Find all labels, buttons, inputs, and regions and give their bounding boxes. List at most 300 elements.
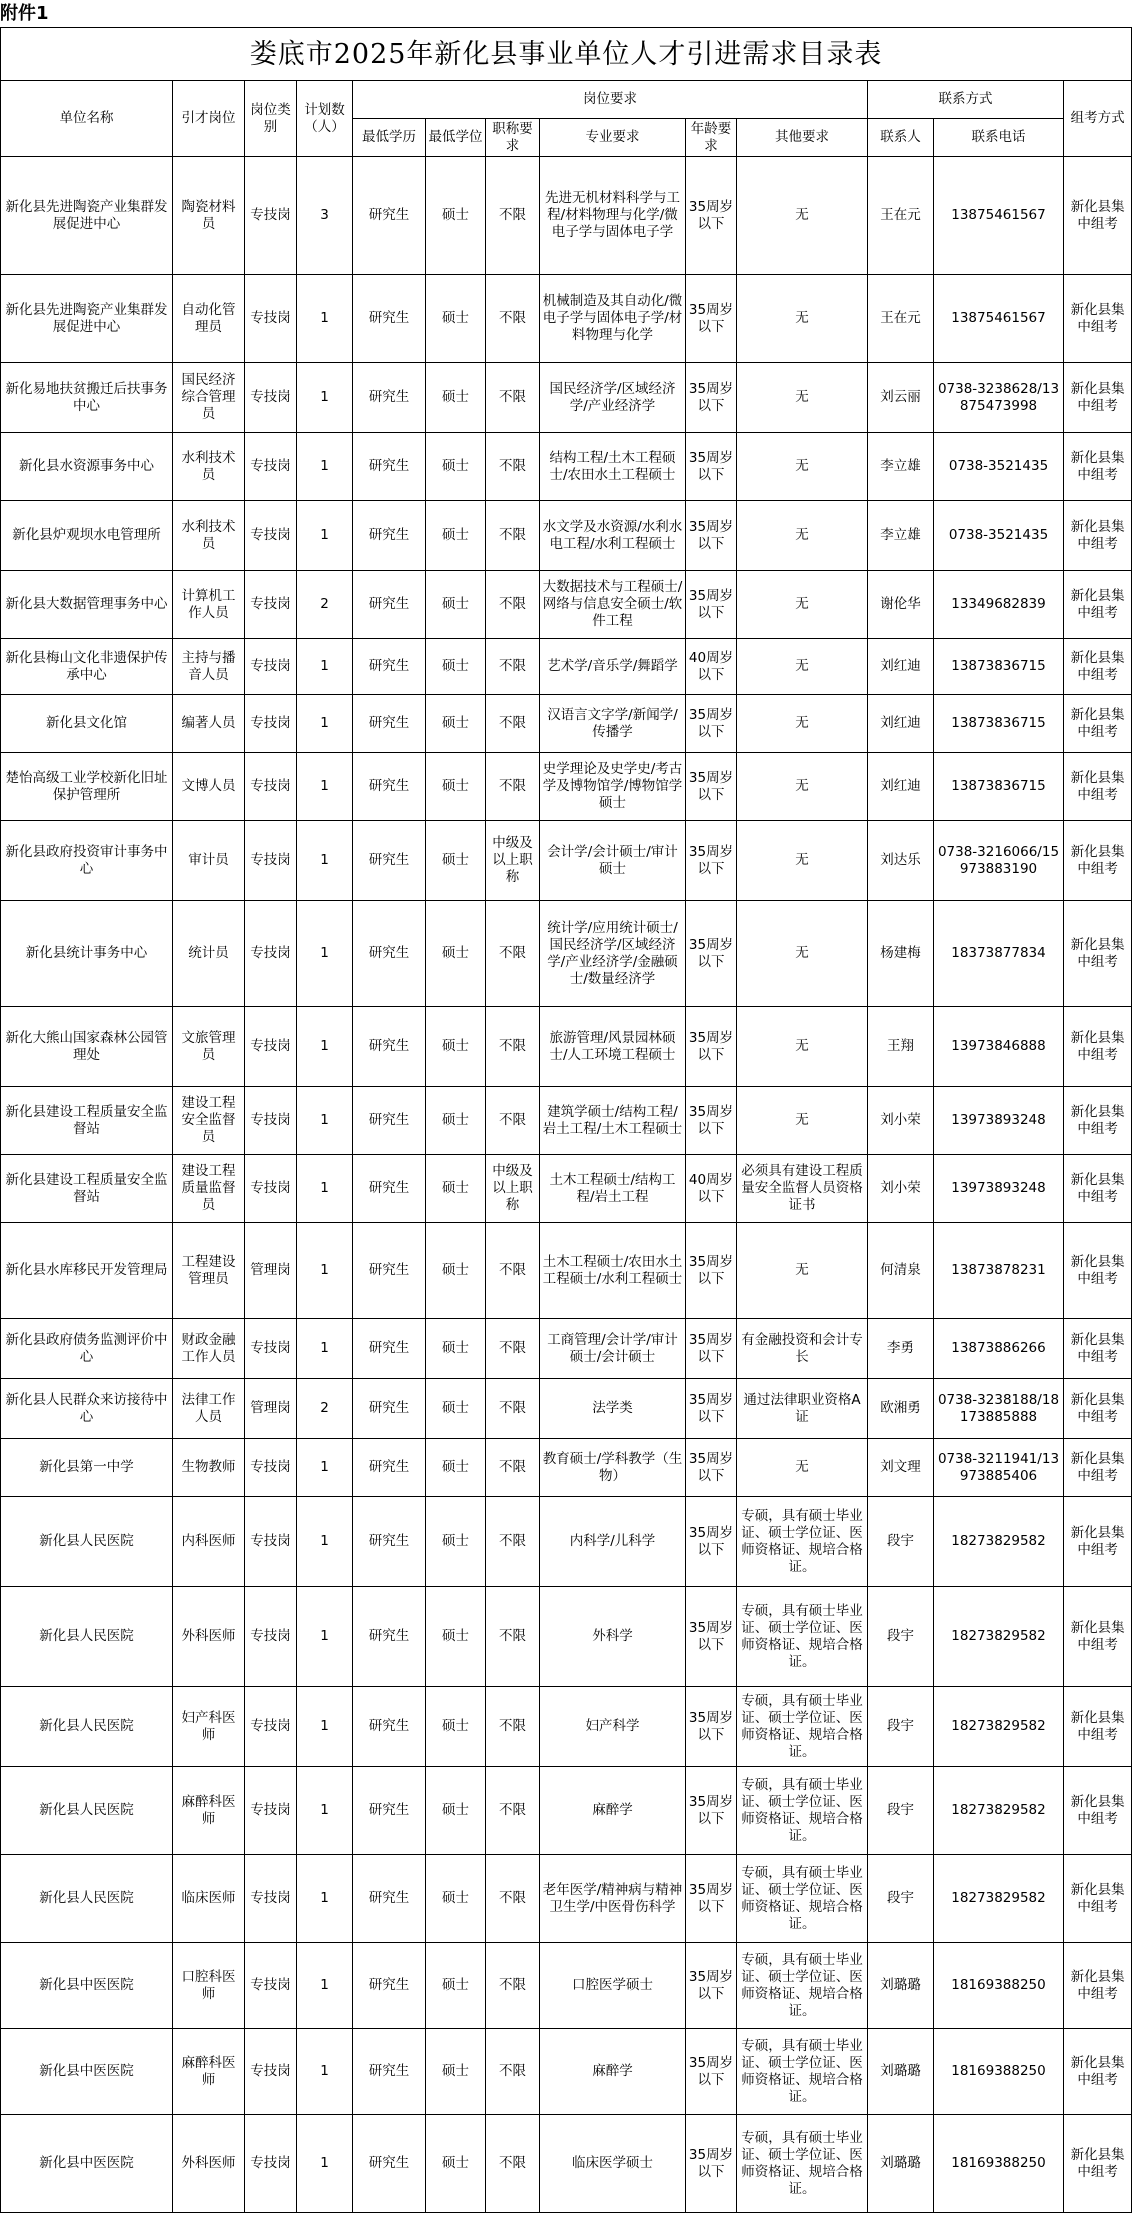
min-edu-cell: 研究生 — [353, 1497, 426, 1587]
header-min-edu: 最低学历 — [353, 119, 426, 157]
title-req-cell: 不限 — [486, 1855, 540, 1943]
min-edu-cell: 研究生 — [353, 695, 426, 753]
post-type-cell: 专技岗 — [245, 1007, 297, 1087]
unit-cell: 新化县建设工程质量安全监督站 — [1, 1087, 173, 1155]
table-title: 娄底市2025年新化县事业单位人才引进需求目录表 — [1, 28, 1132, 81]
post-type-cell: 管理岗 — [245, 1379, 297, 1439]
major-cell: 先进无机材料科学与工程/材料物理与化学/微电子学与固体电子学 — [540, 157, 686, 275]
post-type-cell: 专技岗 — [245, 1943, 297, 2029]
contact-person-cell: 段宇 — [868, 1855, 934, 1943]
phone-cell: 18169388250 — [934, 2115, 1064, 2213]
phone-cell: 13873836715 — [934, 753, 1064, 821]
major-cell: 土木工程硕士/结构工程/岩土工程 — [540, 1155, 686, 1223]
phone-cell: 13875461567 — [934, 157, 1064, 275]
phone-cell: 13873886266 — [934, 1319, 1064, 1379]
title-req-cell: 不限 — [486, 2029, 540, 2115]
unit-cell: 新化县人民医院 — [1, 1497, 173, 1587]
other-req-cell: 无 — [737, 1439, 868, 1497]
position-cell: 审计员 — [173, 821, 245, 901]
phone-cell: 0738-3238188/18173885888 — [934, 1379, 1064, 1439]
post-type-cell: 专技岗 — [245, 2115, 297, 2213]
min-degree-cell: 硕士 — [426, 1587, 486, 1687]
major-cell: 旅游管理/风景园林硕士/人工环境工程硕士 — [540, 1007, 686, 1087]
contact-person-cell: 段宇 — [868, 1497, 934, 1587]
title-req-cell: 不限 — [486, 1767, 540, 1855]
min-degree-cell: 硕士 — [426, 753, 486, 821]
unit-cell: 新化县中医医院 — [1, 1943, 173, 2029]
post-type-cell: 专技岗 — [245, 695, 297, 753]
position-cell: 外科医师 — [173, 2115, 245, 2213]
plan-count-cell: 1 — [297, 1497, 353, 1587]
position-cell: 编著人员 — [173, 695, 245, 753]
other-req-cell: 专硕，具有硕士毕业证、硕士学位证、医师资格证、规培合格证。 — [737, 1767, 868, 1855]
contact-person-cell: 刘文理 — [868, 1439, 934, 1497]
unit-cell: 新化县人民医院 — [1, 1855, 173, 1943]
min-edu-cell: 研究生 — [353, 1687, 426, 1767]
age-cell: 35周岁以下 — [686, 1497, 737, 1587]
position-cell: 自动化管理员 — [173, 275, 245, 363]
min-edu-cell: 研究生 — [353, 1007, 426, 1087]
org-cell: 新化县集中组考 — [1064, 2029, 1132, 2115]
phone-cell: 18169388250 — [934, 2029, 1064, 2115]
min-degree-cell: 硕士 — [426, 695, 486, 753]
plan-count-cell: 1 — [297, 1155, 353, 1223]
post-type-cell: 管理岗 — [245, 1223, 297, 1319]
position-cell: 文博人员 — [173, 753, 245, 821]
other-req-cell: 无 — [737, 639, 868, 695]
other-req-cell: 有金融投资和会计专长 — [737, 1319, 868, 1379]
min-edu-cell: 研究生 — [353, 1155, 426, 1223]
unit-cell: 新化县政府投资审计事务中心 — [1, 821, 173, 901]
unit-cell: 新化县人民医院 — [1, 1687, 173, 1767]
major-cell: 国民经济学/区域经济学/产业经济学 — [540, 363, 686, 433]
position-cell: 统计员 — [173, 901, 245, 1007]
header-position: 引才岗位 — [173, 81, 245, 157]
min-edu-cell: 研究生 — [353, 1767, 426, 1855]
org-cell: 新化县集中组考 — [1064, 1587, 1132, 1687]
contact-person-cell: 刘璐璐 — [868, 1943, 934, 2029]
org-cell: 新化县集中组考 — [1064, 821, 1132, 901]
phone-cell: 13873836715 — [934, 695, 1064, 753]
major-cell: 结构工程/土木工程硕士/农田水土工程硕士 — [540, 433, 686, 501]
position-cell: 外科医师 — [173, 1587, 245, 1687]
plan-count-cell: 2 — [297, 1379, 353, 1439]
plan-count-cell: 1 — [297, 1319, 353, 1379]
post-type-cell: 专技岗 — [245, 501, 297, 571]
min-edu-cell: 研究生 — [353, 275, 426, 363]
position-cell: 妇产科医师 — [173, 1687, 245, 1767]
major-cell: 法学类 — [540, 1379, 686, 1439]
table-row — [1, 275, 1132, 363]
org-cell: 新化县集中组考 — [1064, 1155, 1132, 1223]
title-req-cell: 不限 — [486, 571, 540, 639]
min-degree-cell: 硕士 — [426, 639, 486, 695]
position-cell: 水利技术员 — [173, 433, 245, 501]
org-cell: 新化县集中组考 — [1064, 1087, 1132, 1155]
other-req-cell: 专硕，具有硕士毕业证、硕士学位证、医师资格证、规培合格证。 — [737, 1587, 868, 1687]
header-unit: 单位名称 — [1, 81, 173, 157]
org-cell: 新化县集中组考 — [1064, 2115, 1132, 2213]
min-degree-cell: 硕士 — [426, 1319, 486, 1379]
header-requirements: 岗位要求 — [353, 81, 868, 119]
age-cell: 35周岁以下 — [686, 1223, 737, 1319]
age-cell: 35周岁以下 — [686, 571, 737, 639]
table-row — [1, 571, 1132, 639]
plan-count-cell: 3 — [297, 157, 353, 275]
min-degree-cell: 硕士 — [426, 275, 486, 363]
other-req-cell: 专硕，具有硕士毕业证、硕士学位证、医师资格证、规培合格证。 — [737, 1943, 868, 2029]
other-req-cell: 无 — [737, 363, 868, 433]
phone-cell: 0738-3211941/13973885406 — [934, 1439, 1064, 1497]
header-post-type: 岗位类别 — [245, 81, 297, 157]
post-type-cell: 专技岗 — [245, 1497, 297, 1587]
title-req-cell: 不限 — [486, 1379, 540, 1439]
contact-person-cell: 王在元 — [868, 275, 934, 363]
org-cell: 新化县集中组考 — [1064, 753, 1132, 821]
major-cell: 教育硕士/学科教学（生物） — [540, 1439, 686, 1497]
other-req-cell: 无 — [737, 275, 868, 363]
phone-cell: 13349682839 — [934, 571, 1064, 639]
age-cell: 35周岁以下 — [686, 1319, 737, 1379]
header-phone: 联系电话 — [934, 119, 1064, 157]
position-cell: 工程建设管理员 — [173, 1223, 245, 1319]
major-cell: 大数据技术与工程硕士/网络与信息安全硕士/软件工程 — [540, 571, 686, 639]
min-edu-cell: 研究生 — [353, 2029, 426, 2115]
unit-cell: 新化县大数据管理事务中心 — [1, 571, 173, 639]
min-edu-cell: 研究生 — [353, 1943, 426, 2029]
min-edu-cell: 研究生 — [353, 1223, 426, 1319]
other-req-cell: 无 — [737, 753, 868, 821]
phone-cell: 18273829582 — [934, 1497, 1064, 1587]
post-type-cell: 专技岗 — [245, 1587, 297, 1687]
min-edu-cell: 研究生 — [353, 501, 426, 571]
unit-cell: 新化易地扶贫搬迁后扶事务中心 — [1, 363, 173, 433]
unit-cell: 新化县建设工程质量安全监督站 — [1, 1155, 173, 1223]
plan-count-cell: 1 — [297, 1223, 353, 1319]
min-degree-cell: 硕士 — [426, 433, 486, 501]
table-row — [1, 1007, 1132, 1087]
phone-cell: 0738-3238628/13875473998 — [934, 363, 1064, 433]
plan-count-cell: 1 — [297, 1007, 353, 1087]
min-degree-cell: 硕士 — [426, 1943, 486, 2029]
plan-count-cell: 1 — [297, 275, 353, 363]
major-cell: 麻醉学 — [540, 2029, 686, 2115]
table-row — [1, 157, 1132, 275]
contact-person-cell: 何清泉 — [868, 1223, 934, 1319]
min-edu-cell: 研究生 — [353, 1855, 426, 1943]
major-cell: 妇产科学 — [540, 1687, 686, 1767]
table-row — [1, 1587, 1132, 1687]
title-req-cell: 不限 — [486, 1587, 540, 1687]
title-req-cell: 不限 — [486, 1497, 540, 1587]
title-req-cell: 不限 — [486, 639, 540, 695]
contact-person-cell: 欧湘勇 — [868, 1379, 934, 1439]
table-body — [1, 157, 1132, 2213]
position-cell: 国民经济综合管理员 — [173, 363, 245, 433]
org-cell: 新化县集中组考 — [1064, 901, 1132, 1007]
age-cell: 35周岁以下 — [686, 1943, 737, 2029]
age-cell: 35周岁以下 — [686, 901, 737, 1007]
unit-cell: 新化县水库移民开发管理局 — [1, 1223, 173, 1319]
min-degree-cell: 硕士 — [426, 157, 486, 275]
age-cell: 35周岁以下 — [686, 1587, 737, 1687]
plan-count-cell: 1 — [297, 1767, 353, 1855]
header-contact-person: 联系人 — [868, 119, 934, 157]
phone-cell: 0738-3521435 — [934, 501, 1064, 571]
position-cell: 建设工程安全监督员 — [173, 1087, 245, 1155]
min-edu-cell: 研究生 — [353, 1587, 426, 1687]
title-req-cell: 不限 — [486, 1943, 540, 2029]
post-type-cell: 专技岗 — [245, 753, 297, 821]
table-row — [1, 1155, 1132, 1223]
other-req-cell: 专硕，具有硕士毕业证、硕士学位证、医师资格证、规培合格证。 — [737, 2115, 868, 2213]
table-row — [1, 1223, 1132, 1319]
plan-count-cell: 1 — [297, 501, 353, 571]
contact-person-cell: 段宇 — [868, 1767, 934, 1855]
title-req-cell: 不限 — [486, 753, 540, 821]
table-row — [1, 695, 1132, 753]
age-cell: 40周岁以下 — [686, 1155, 737, 1223]
post-type-cell: 专技岗 — [245, 1855, 297, 1943]
plan-count-cell: 1 — [297, 753, 353, 821]
other-req-cell: 无 — [737, 157, 868, 275]
header-other: 其他要求 — [737, 119, 868, 157]
min-degree-cell: 硕士 — [426, 1223, 486, 1319]
table-row — [1, 639, 1132, 695]
major-cell: 工商管理/会计学/审计硕士/会计硕士 — [540, 1319, 686, 1379]
header-contact: 联系方式 — [868, 81, 1064, 119]
other-req-cell: 通过法律职业资格A证 — [737, 1379, 868, 1439]
phone-cell: 18273829582 — [934, 1767, 1064, 1855]
unit-cell: 新化县政府债务监测评价中心 — [1, 1319, 173, 1379]
min-degree-cell: 硕士 — [426, 571, 486, 639]
title-req-cell: 不限 — [486, 157, 540, 275]
major-cell: 土木工程硕士/农田水土工程硕士/水利工程硕士 — [540, 1223, 686, 1319]
header-title-req: 职称要求 — [486, 119, 540, 157]
title-req-cell: 不限 — [486, 1687, 540, 1767]
post-type-cell: 专技岗 — [245, 1767, 297, 1855]
min-edu-cell: 研究生 — [353, 363, 426, 433]
title-req-cell: 中级及以上职称 — [486, 1155, 540, 1223]
org-cell: 新化县集中组考 — [1064, 1007, 1132, 1087]
other-req-cell: 无 — [737, 901, 868, 1007]
title-req-cell: 不限 — [486, 433, 540, 501]
unit-cell: 新化县文化馆 — [1, 695, 173, 753]
post-type-cell: 专技岗 — [245, 1687, 297, 1767]
org-cell: 新化县集中组考 — [1064, 1379, 1132, 1439]
header-min-degree: 最低学位 — [426, 119, 486, 157]
post-type-cell: 专技岗 — [245, 821, 297, 901]
age-cell: 35周岁以下 — [686, 821, 737, 901]
contact-person-cell: 刘红迪 — [868, 753, 934, 821]
age-cell: 40周岁以下 — [686, 639, 737, 695]
table-row — [1, 1319, 1132, 1379]
phone-cell: 18273829582 — [934, 1587, 1064, 1687]
post-type-cell: 专技岗 — [245, 1319, 297, 1379]
age-cell: 35周岁以下 — [686, 1767, 737, 1855]
title-req-cell: 不限 — [486, 363, 540, 433]
plan-count-cell: 1 — [297, 1587, 353, 1687]
other-req-cell: 专硕，具有硕士毕业证、硕士学位证、医师资格证、规培合格证。 — [737, 1497, 868, 1587]
contact-person-cell: 李立雄 — [868, 501, 934, 571]
header-age: 年龄要求 — [686, 119, 737, 157]
unit-cell: 新化县水资源事务中心 — [1, 433, 173, 501]
position-cell: 内科医师 — [173, 1497, 245, 1587]
title-req-cell: 不限 — [486, 1007, 540, 1087]
other-req-cell: 无 — [737, 501, 868, 571]
org-cell: 新化县集中组考 — [1064, 695, 1132, 753]
min-degree-cell: 硕士 — [426, 363, 486, 433]
age-cell: 35周岁以下 — [686, 1379, 737, 1439]
min-edu-cell: 研究生 — [353, 1087, 426, 1155]
contact-person-cell: 刘璐璐 — [868, 2029, 934, 2115]
org-cell: 新化县集中组考 — [1064, 157, 1132, 275]
min-edu-cell: 研究生 — [353, 157, 426, 275]
phone-cell: 13973846888 — [934, 1007, 1064, 1087]
position-cell: 临床医师 — [173, 1855, 245, 1943]
other-req-cell: 专硕，具有硕士毕业证、硕士学位证、医师资格证、规培合格证。 — [737, 2029, 868, 2115]
table-row — [1, 1943, 1132, 2029]
contact-person-cell: 刘璐璐 — [868, 2115, 934, 2213]
header-plan: 计划数（人） — [297, 81, 353, 157]
phone-cell: 13873878231 — [934, 1223, 1064, 1319]
min-edu-cell: 研究生 — [353, 1439, 426, 1497]
post-type-cell: 专技岗 — [245, 1439, 297, 1497]
org-cell: 新化县集中组考 — [1064, 1497, 1132, 1587]
min-degree-cell: 硕士 — [426, 1855, 486, 1943]
contact-person-cell: 段宇 — [868, 1687, 934, 1767]
title-req-cell: 不限 — [486, 501, 540, 571]
min-edu-cell: 研究生 — [353, 821, 426, 901]
contact-person-cell: 李立雄 — [868, 433, 934, 501]
post-type-cell: 专技岗 — [245, 571, 297, 639]
header-org: 组考方式 — [1064, 81, 1132, 157]
major-cell: 麻醉学 — [540, 1767, 686, 1855]
unit-cell: 新化县炉观坝水电管理所 — [1, 501, 173, 571]
contact-person-cell: 李勇 — [868, 1319, 934, 1379]
header-major: 专业要求 — [540, 119, 686, 157]
title-req-cell: 不限 — [486, 1319, 540, 1379]
plan-count-cell: 1 — [297, 1087, 353, 1155]
unit-cell: 新化县先进陶瓷产业集群发展促进中心 — [1, 157, 173, 275]
position-cell: 陶瓷材料员 — [173, 157, 245, 275]
min-edu-cell: 研究生 — [353, 753, 426, 821]
contact-person-cell: 刘云丽 — [868, 363, 934, 433]
unit-cell: 新化县人民医院 — [1, 1767, 173, 1855]
phone-cell: 18169388250 — [934, 1943, 1064, 2029]
post-type-cell: 专技岗 — [245, 2029, 297, 2115]
unit-cell: 楚怡高级工业学校新化旧址保护管理所 — [1, 753, 173, 821]
table-row — [1, 1687, 1132, 1767]
unit-cell: 新化县第一中学 — [1, 1439, 173, 1497]
plan-count-cell: 1 — [297, 1687, 353, 1767]
min-edu-cell: 研究生 — [353, 1379, 426, 1439]
position-cell: 麻醉科医师 — [173, 1767, 245, 1855]
title-req-cell: 中级及以上职称 — [486, 821, 540, 901]
post-type-cell: 专技岗 — [245, 275, 297, 363]
plan-count-cell: 1 — [297, 2029, 353, 2115]
org-cell: 新化县集中组考 — [1064, 1687, 1132, 1767]
min-degree-cell: 硕士 — [426, 821, 486, 901]
age-cell: 35周岁以下 — [686, 157, 737, 275]
phone-cell: 13873836715 — [934, 639, 1064, 695]
contact-person-cell: 王在元 — [868, 157, 934, 275]
major-cell: 史学理论及史学史/考古学及博物馆学/博物馆学硕士 — [540, 753, 686, 821]
position-cell: 文旅管理员 — [173, 1007, 245, 1087]
min-edu-cell: 研究生 — [353, 433, 426, 501]
org-cell: 新化县集中组考 — [1064, 363, 1132, 433]
min-edu-cell: 研究生 — [353, 571, 426, 639]
age-cell: 35周岁以下 — [686, 275, 737, 363]
age-cell: 35周岁以下 — [686, 501, 737, 571]
talent-demand-table — [0, 27, 1132, 2213]
major-cell: 内科学/儿科学 — [540, 1497, 686, 1587]
table-row — [1, 1767, 1132, 1855]
title-req-cell: 不限 — [486, 1087, 540, 1155]
table-row — [1, 821, 1132, 901]
post-type-cell: 专技岗 — [245, 901, 297, 1007]
post-type-cell: 专技岗 — [245, 433, 297, 501]
position-cell: 水利技术员 — [173, 501, 245, 571]
contact-person-cell: 刘红迪 — [868, 695, 934, 753]
plan-count-cell: 1 — [297, 695, 353, 753]
post-type-cell: 专技岗 — [245, 1087, 297, 1155]
plan-count-cell: 1 — [297, 821, 353, 901]
age-cell: 35周岁以下 — [686, 1007, 737, 1087]
phone-cell: 0738-3216066/15973883190 — [934, 821, 1064, 901]
contact-person-cell: 刘红迪 — [868, 639, 934, 695]
major-cell: 汉语言文字学/新闻学/传播学 — [540, 695, 686, 753]
phone-cell: 13973893248 — [934, 1155, 1064, 1223]
age-cell: 35周岁以下 — [686, 363, 737, 433]
other-req-cell: 无 — [737, 571, 868, 639]
other-req-cell: 无 — [737, 1087, 868, 1155]
other-req-cell: 专硕，具有硕士毕业证、硕士学位证、医师资格证、规培合格证。 — [737, 1855, 868, 1943]
plan-count-cell: 1 — [297, 901, 353, 1007]
min-degree-cell: 硕士 — [426, 901, 486, 1007]
min-degree-cell: 硕士 — [426, 1007, 486, 1087]
position-cell: 建设工程质量监督员 — [173, 1155, 245, 1223]
contact-person-cell: 杨建梅 — [868, 901, 934, 1007]
min-degree-cell: 硕士 — [426, 1687, 486, 1767]
org-cell: 新化县集中组考 — [1064, 1943, 1132, 2029]
phone-cell: 13973893248 — [934, 1087, 1064, 1155]
org-cell: 新化县集中组考 — [1064, 433, 1132, 501]
unit-cell: 新化县先进陶瓷产业集群发展促进中心 — [1, 275, 173, 363]
title-req-cell: 不限 — [486, 1439, 540, 1497]
major-cell: 统计学/应用统计硕士/国民经济学/区域经济学/产业经济学/金融硕士/数量经济学 — [540, 901, 686, 1007]
min-edu-cell: 研究生 — [353, 639, 426, 695]
major-cell: 水文学及水资源/水利水电工程/水利工程硕士 — [540, 501, 686, 571]
annex-label: 附件1 — [0, 3, 49, 24]
table-row — [1, 1855, 1132, 1943]
table-row — [1, 433, 1132, 501]
contact-person-cell: 王翔 — [868, 1007, 934, 1087]
min-degree-cell: 硕士 — [426, 1379, 486, 1439]
major-cell: 口腔医学硕士 — [540, 1943, 686, 2029]
unit-cell: 新化大熊山国家森林公园管理处 — [1, 1007, 173, 1087]
other-req-cell: 无 — [737, 695, 868, 753]
age-cell: 35周岁以下 — [686, 2029, 737, 2115]
plan-count-cell: 1 — [297, 1855, 353, 1943]
plan-count-cell: 1 — [297, 639, 353, 695]
age-cell: 35周岁以下 — [686, 1855, 737, 1943]
plan-count-cell: 1 — [297, 1943, 353, 2029]
phone-cell: 18273829582 — [934, 1855, 1064, 1943]
other-req-cell: 专硕，具有硕士毕业证、硕士学位证、医师资格证、规培合格证。 — [737, 1687, 868, 1767]
position-cell: 生物教师 — [173, 1439, 245, 1497]
phone-cell: 0738-3521435 — [934, 433, 1064, 501]
